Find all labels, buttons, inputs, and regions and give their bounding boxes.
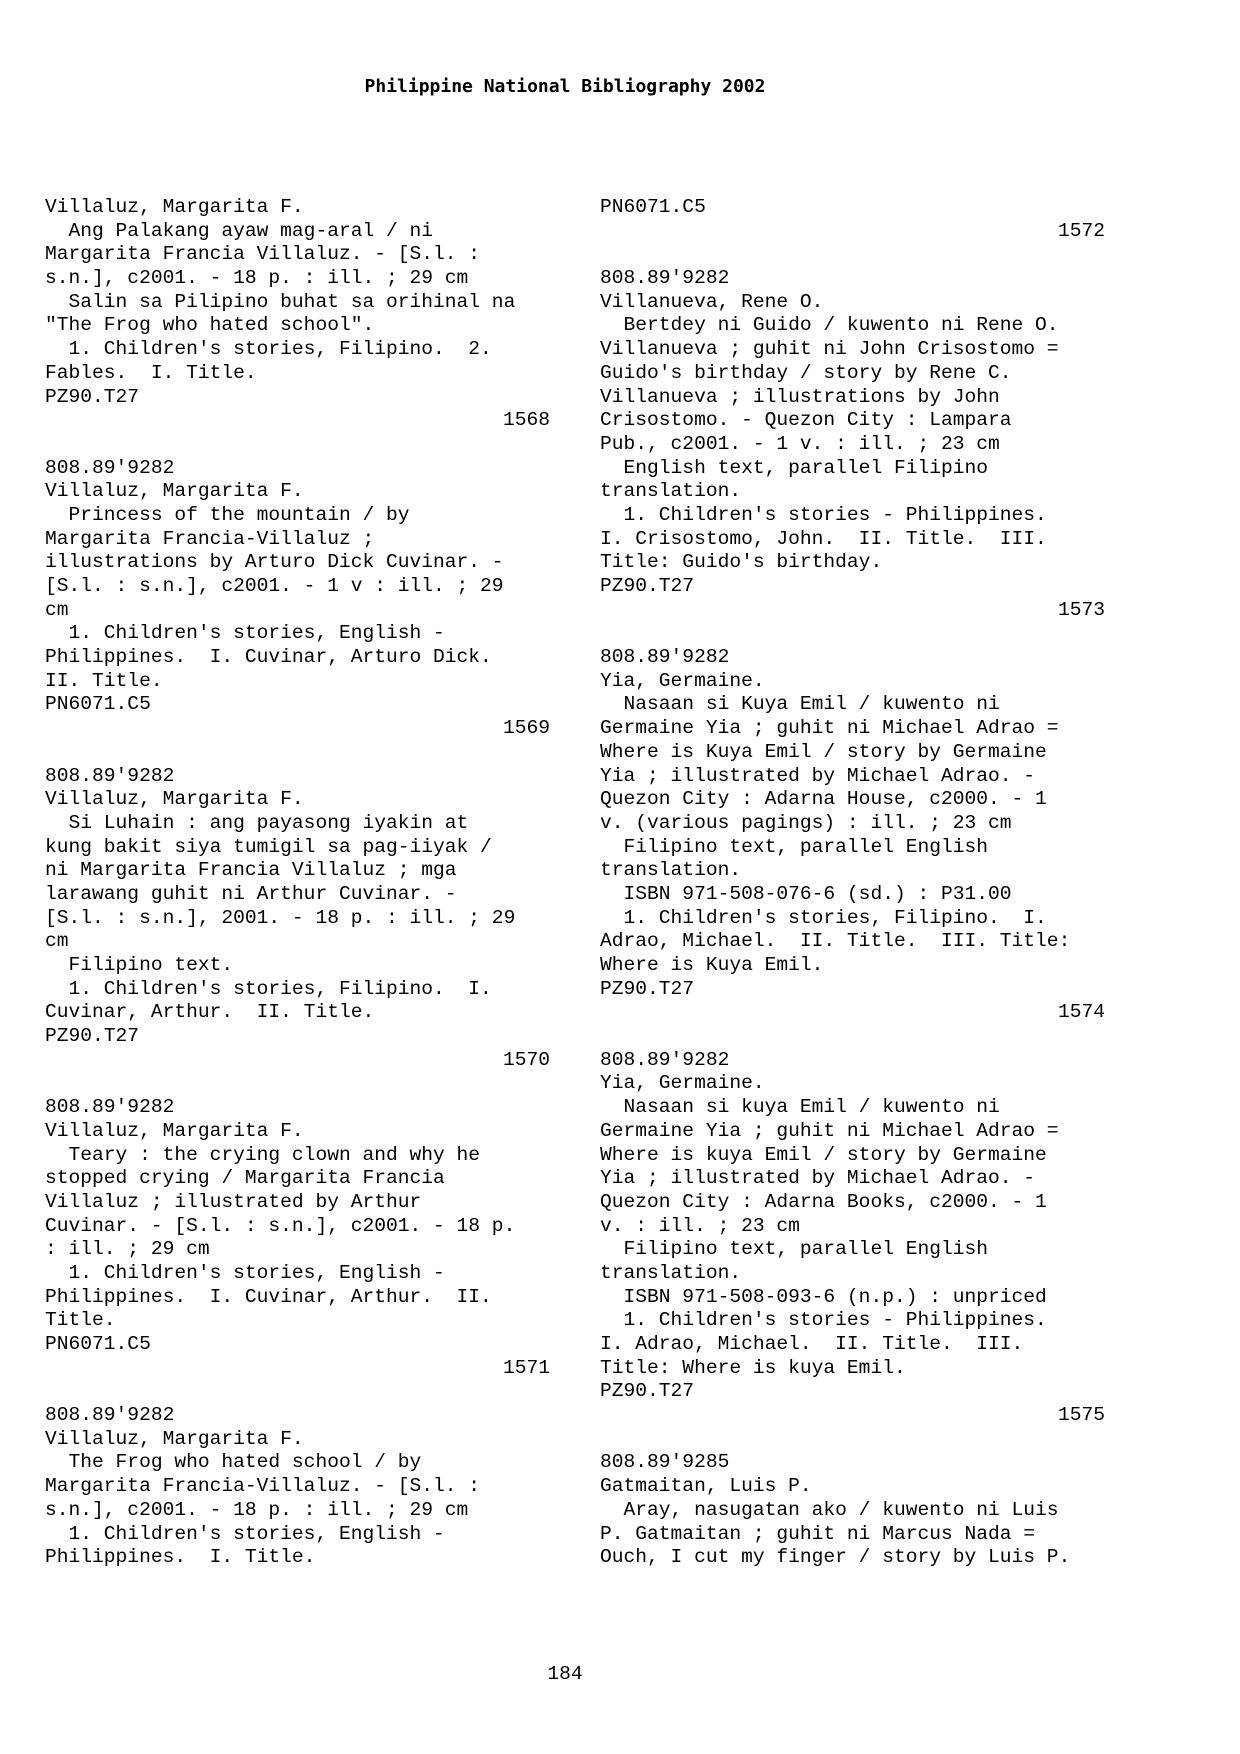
entry-line: Filipino text.: [45, 954, 234, 976]
entry-line: PZ90.T27: [600, 575, 695, 597]
entry-line: Villaluz, Margarita F.: [45, 1119, 304, 1142]
entry-line: English text, parallel Filipino: [600, 456, 989, 479]
entry-line: PN6071.C5: [600, 196, 706, 218]
entry-number: 1568: [502, 409, 550, 432]
entry-line: Yia ; illustrated by Michael Adrao. -: [600, 764, 1036, 787]
entry-line: ISBN 971-508-076-6 (sd.) : P31.00: [600, 882, 1012, 905]
entry-gap: [45, 1380, 550, 1404]
entry-line: 808.89'9282: [45, 456, 175, 479]
entry-line: Title: Guido's birthday.: [600, 551, 883, 574]
entry-line: Margarita Francia-Villaluz ;: [45, 527, 375, 550]
entry-line: 1. Children's stories, Filipino. 2.: [45, 338, 492, 361]
entry-line: Nasaan si Kuya Emil / kuwento ni: [600, 693, 1000, 716]
entry-line: 1. Children's stories, English -: [45, 622, 445, 645]
page-title: Philippine National Bibliography 2002: [364, 76, 766, 97]
entry-line: Philippines. I. Title.: [45, 1546, 316, 1569]
entry-line: Yia, Germaine.: [600, 669, 765, 692]
entry-line: Margarita Francia Villaluz. - [S.l. :: [45, 243, 481, 266]
entry-line: v. (various pagings) : ill. ; 23 cm: [600, 811, 1012, 834]
entry-line: 808.89'9282: [45, 1404, 175, 1427]
right-column: [600, 196, 1105, 1570]
left-column: [45, 196, 550, 1570]
entry-line: s.n.], c2001. - 18 p. : ill. ; 29 cm: [45, 1498, 469, 1521]
entry-line: 1. Children's stories, Filipino. I.: [45, 977, 492, 1000]
entry-number: 1569: [502, 717, 550, 740]
entry-line: [S.l. : s.n.], c2001. - 1 v : ill. ; 29: [45, 575, 504, 597]
entry-line: II. Title.: [45, 669, 163, 692]
entry-line: Cuvinar, Arthur. II. Title.: [45, 1001, 375, 1024]
entry-line: translation.: [600, 1261, 742, 1284]
entry-line: 808.89'9282: [45, 1096, 175, 1119]
entry-line: 808.89'9285: [600, 1451, 730, 1474]
entry-gap: [45, 741, 550, 765]
entry-number: 1570: [502, 1048, 550, 1071]
entry-line: translation.: [600, 859, 742, 882]
entry-gap: [600, 1428, 1105, 1452]
entry-line: Quezon City : Adarna House, c2000. - 1: [600, 788, 1047, 811]
entry-line: PZ90.T27: [600, 1380, 695, 1403]
entry-line: Teary : the crying clown and why he: [45, 1143, 481, 1166]
entry-line: 1. Children's stories, Filipino. I.: [600, 906, 1047, 929]
entry-line: translation.: [600, 480, 742, 503]
entry-line: 1. Children's stories - Philippines.: [600, 1309, 1047, 1332]
entry-line: Filipino text, parallel English: [600, 1238, 989, 1261]
entry-line: Salin sa Pilipino buhat sa orihinal na: [45, 290, 516, 313]
entry-line: illustrations by Arturo Dick Cuvinar. -: [45, 551, 504, 574]
entry-line: Ouch, I cut my finger / story by Luis P.: [600, 1546, 1071, 1569]
entry-line: P. Gatmaitan ; guhit ni Marcus Nada =: [600, 1522, 1036, 1545]
entry-number: 1574: [1057, 1001, 1105, 1024]
entry-line: s.n.], c2001. - 18 p. : ill. ; 29 cm: [45, 267, 469, 290]
entry-line: Quezon City : Adarna Books, c2000. - 1: [600, 1190, 1047, 1213]
entry-line: Filipino text, parallel English: [600, 835, 989, 858]
entry-line: Philippines. I. Cuvinar, Arturo Dick.: [45, 646, 492, 669]
entry-line: Where is Kuya Emil.: [600, 954, 824, 976]
entry-number: 1571: [502, 1356, 550, 1379]
entry-line: Title: Where is kuya Emil.: [600, 1356, 906, 1379]
entry-gap: [600, 243, 1105, 267]
entry-line: Germaine Yia ; guhit ni Michael Adrao =: [600, 717, 1059, 740]
entry-gap: [600, 1025, 1105, 1049]
entry-line: Adrao, Michael. II. Title. III. Title:: [600, 930, 1071, 953]
entry-line: 808.89'9282: [45, 764, 175, 787]
entry-line: cm: [45, 930, 69, 953]
entry-line: Crisostomo. - Quezon City : Lampara: [600, 409, 1012, 432]
entry-line: 1. Children's stories - Philippines.: [600, 503, 1047, 526]
entry-line: Guido's birthday / story by Rene C.: [600, 361, 1012, 384]
entry-line: Princess of the mountain / by: [45, 503, 410, 526]
entry-line: Bertdey ni Guido / kuwento ni Rene O.: [600, 314, 1059, 337]
entry-line: 808.89'9282: [600, 1048, 730, 1071]
entry-line: : ill. ; 29 cm: [45, 1238, 210, 1261]
entry-line: Gatmaitan, Luis P.: [600, 1475, 812, 1498]
entry-line: Si Luhain : ang payasong iyakin at: [45, 811, 469, 834]
entry-line: Villaluz ; illustrated by Arthur: [45, 1190, 422, 1213]
entry-line: Villaluz, Margarita F.: [45, 1427, 304, 1450]
entry-line: [S.l. : s.n.], 2001. - 18 p. : ill. ; 29: [45, 906, 516, 929]
entry-line: stopped crying / Margarita Francia: [45, 1167, 445, 1190]
entry-line: 1. Children's stories, English -: [45, 1522, 445, 1545]
entry-line: Where is Kuya Emil / story by Germaine: [600, 740, 1047, 763]
entry-line: ni Margarita Francia Villaluz ; mga: [45, 859, 457, 882]
entry-line: Yia, Germaine.: [600, 1072, 765, 1095]
entry-line: Villanueva, Rene O.: [600, 290, 824, 313]
entry-line: 808.89'9282: [600, 646, 730, 669]
entry-gap: [600, 622, 1105, 646]
entry-line: 808.89'9282: [600, 267, 730, 290]
entry-number: 1573: [1057, 598, 1105, 621]
entry-line: PZ90.T27: [600, 977, 695, 1000]
entry-line: v. : ill. ; 23 cm: [600, 1214, 800, 1237]
entry-line: Where is kuya Emil / story by Germaine: [600, 1143, 1047, 1166]
entry-line: PZ90.T27: [45, 385, 140, 408]
entry-line: Philippines. I. Cuvinar, Arthur. II.: [45, 1285, 492, 1308]
entry-line: I. Adrao, Michael. II. Title. III.: [600, 1333, 1024, 1355]
entry-line: Villaluz, Margarita F.: [45, 788, 304, 811]
entry-line: Nasaan si kuya Emil / kuwento ni: [600, 1096, 1000, 1119]
page-number: 184: [547, 1663, 583, 1685]
entry-line: Villanueva ; guhit ni John Crisostomo =: [600, 338, 1059, 361]
entry-line: Villaluz, Margarita F.: [45, 480, 304, 503]
entry-line: 1. Children's stories, English -: [45, 1261, 445, 1284]
entry-line: Fables. I. Title.: [45, 361, 257, 384]
entry-line: PN6071.C5: [45, 1333, 151, 1355]
entry-line: Germaine Yia ; guhit ni Michael Adrao =: [600, 1119, 1059, 1142]
entry-number: 1575: [1057, 1404, 1105, 1427]
entry-line: Villanueva ; illustrations by John: [600, 385, 1000, 408]
entry-line: Margarita Francia-Villaluz. - [S.l. :: [45, 1475, 481, 1498]
entry-line: Pub., c2001. - 1 v. : ill. ; 23 cm: [600, 432, 1000, 455]
entry-line: "The Frog who hated school".: [45, 314, 375, 337]
entry-line: PN6071.C5: [45, 693, 151, 716]
entry-line: Villaluz, Margarita F.: [45, 196, 304, 218]
entry-line: The Frog who hated school / by: [45, 1451, 422, 1474]
entry-line: PZ90.T27: [45, 1025, 140, 1048]
entry-gap: [45, 1072, 550, 1096]
entry-line: larawang guhit ni Arthur Cuvinar. -: [45, 882, 457, 905]
entry-line: Ang Palakang ayaw mag-aral / ni: [45, 219, 434, 242]
entry-line: cm: [45, 598, 69, 621]
entry-line: Aray, nasugatan ako / kuwento ni Luis: [600, 1498, 1059, 1521]
entry-line: Yia ; illustrated by Michael Adrao. -: [600, 1167, 1036, 1190]
entry-line: I. Crisostomo, John. II. Title. III.: [600, 527, 1047, 550]
entry-line: kung bakit siya tumigil sa pag-iiyak /: [45, 835, 492, 858]
entry-line: ISBN 971-508-093-6 (n.p.) : unpriced: [600, 1285, 1047, 1308]
entry-number: 1572: [1057, 219, 1105, 242]
entry-gap: [45, 433, 550, 457]
entry-line: Title.: [45, 1309, 116, 1332]
entry-line: Cuvinar. - [S.l. : s.n.], c2001. - 18 p.: [45, 1214, 516, 1237]
